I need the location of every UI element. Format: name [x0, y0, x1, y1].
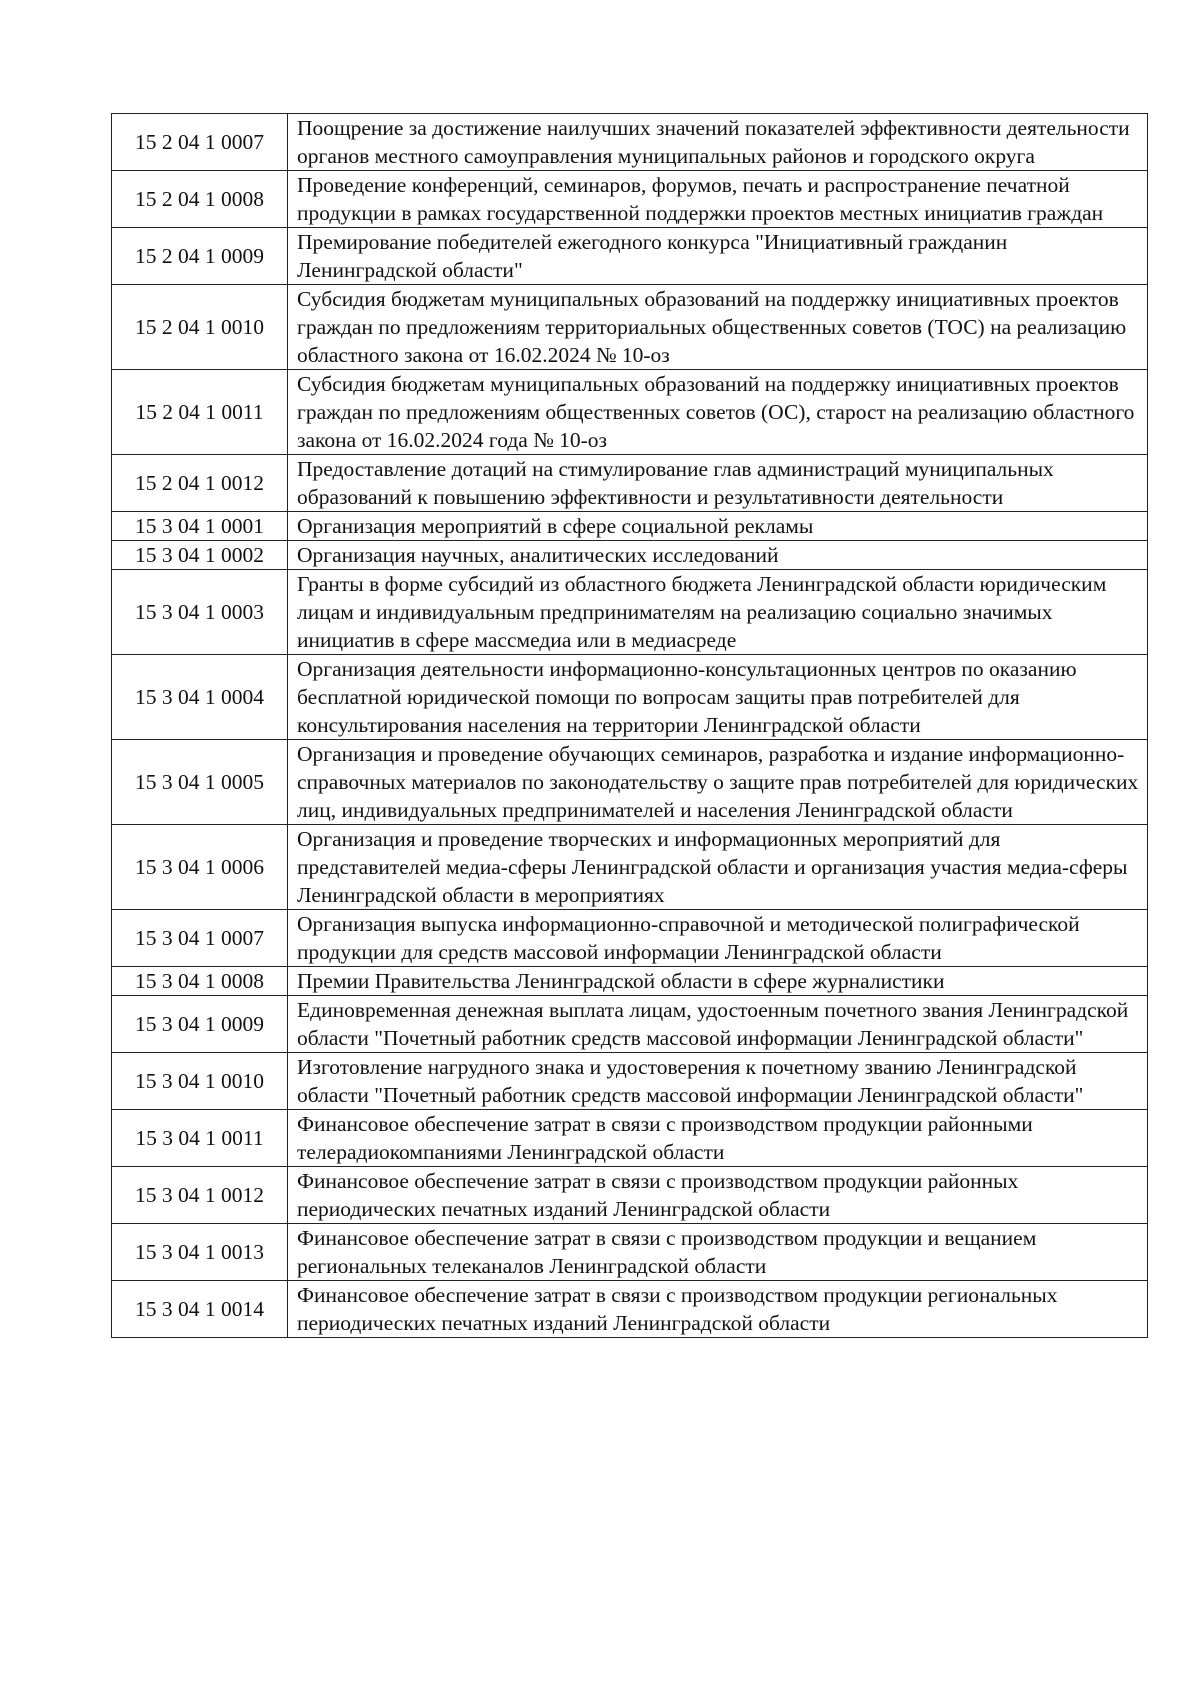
description-cell: Единовременная денежная выплата лицам, удостоенным почетного звания Ленинградской области "Почетный работник средств массовой информации Ленинградской области": [288, 996, 1148, 1053]
code-cell: 15 3 04 1 0007: [112, 910, 288, 967]
code-cell: 15 3 04 1 0003: [112, 570, 288, 655]
code-cell: 15 2 04 1 0008: [112, 171, 288, 228]
table-row: [112, 655, 1148, 740]
table-row: [112, 171, 1148, 228]
description-cell: Организация научных, аналитических исследований: [288, 541, 1148, 570]
table-row: [112, 512, 1148, 541]
code-cell: 15 3 04 1 0009: [112, 996, 288, 1053]
code-cell: 15 3 04 1 0001: [112, 512, 288, 541]
table-row: [112, 228, 1148, 285]
description-cell: Гранты в форме субсидий из областного бюджета Ленинградской области юридическим лицам и индивидуальным предпринимателям на реализацию социально значимых инициатив в сфере массмедиа или в медиасреде: [288, 570, 1148, 655]
table-row: [112, 1110, 1148, 1167]
code-cell: 15 3 04 1 0005: [112, 740, 288, 825]
description-cell: Финансовое обеспечение затрат в связи с производством продукции районными телерадиокомпаниями Ленинградской области: [288, 1110, 1148, 1167]
table-row: [112, 570, 1148, 655]
code-cell: 15 3 04 1 0008: [112, 967, 288, 996]
description-cell: Предоставление дотаций на стимулирование глав администраций муниципальных образований к повышению эффективности и результативности деятельности: [288, 455, 1148, 512]
code-cell: 15 3 04 1 0006: [112, 825, 288, 910]
description-cell: Премирование победителей ежегодного конкурса "Инициативный гражданин Ленинградской области": [288, 228, 1148, 285]
budget-codes-table: [111, 113, 1148, 1338]
table-row: [112, 996, 1148, 1053]
table-row: [112, 1224, 1148, 1281]
code-cell: 15 2 04 1 0012: [112, 455, 288, 512]
table-row: [112, 455, 1148, 512]
table-row: [112, 1281, 1148, 1338]
description-cell: Организация и проведение обучающих семинаров, разработка и издание информационно-справочных материалов по законодательству о защите прав потребителей для юридических лиц, индивидуальных предпринимателей и населения Ленинградской области: [288, 740, 1148, 825]
description-cell: Финансовое обеспечение затрат в связи с производством продукции и вещанием региональных телеканалов Ленинградской области: [288, 1224, 1148, 1281]
code-cell: 15 3 04 1 0010: [112, 1053, 288, 1110]
description-cell: Организация деятельности информационно-консультационных центров по оказанию бесплатной юридической помощи по вопросам защиты прав потребителей для консультирования населения на территории Ленинградской области: [288, 655, 1148, 740]
description-cell: Финансовое обеспечение затрат в связи с производством продукции региональных периодических печатных изданий Ленинградской области: [288, 1281, 1148, 1338]
description-cell: Поощрение за достижение наилучших значений показателей эффективности деятельности органов местного самоуправления муниципальных районов и городского округа: [288, 114, 1148, 171]
code-cell: 15 2 04 1 0007: [112, 114, 288, 171]
description-cell: Изготовление нагрудного знака и удостоверения к почетному званию Ленинградской области "Почетный работник средств массовой информации Ленинградской области": [288, 1053, 1148, 1110]
description-cell: Субсидия бюджетам муниципальных образований на поддержку инициативных проектов граждан по предложениям общественных советов (ОС), старост на реализацию областного закона от 16.02.2024 года № 10-оз: [288, 370, 1148, 455]
code-cell: 15 3 04 1 0002: [112, 541, 288, 570]
table-row: [112, 1053, 1148, 1110]
table-row: [112, 967, 1148, 996]
table-row: [112, 114, 1148, 171]
table-row: [112, 541, 1148, 570]
code-cell: 15 3 04 1 0011: [112, 1110, 288, 1167]
table-row: [112, 370, 1148, 455]
table-row: [112, 910, 1148, 967]
description-cell: Организация мероприятий в сфере социальной рекламы: [288, 512, 1148, 541]
description-cell: Проведение конференций, семинаров, форумов, печать и распространение печатной продукции в рамках государственной поддержки проектов местных инициатив граждан: [288, 171, 1148, 228]
code-cell: 15 3 04 1 0004: [112, 655, 288, 740]
description-cell: Организация и проведение творческих и информационных мероприятий для представителей медиа-сферы Ленинградской области и организация участия медиа-сферы Ленинградской области в мероприятиях: [288, 825, 1148, 910]
code-cell: 15 2 04 1 0011: [112, 370, 288, 455]
code-cell: 15 3 04 1 0012: [112, 1167, 288, 1224]
table-body: [112, 114, 1148, 1338]
code-cell: 15 2 04 1 0010: [112, 285, 288, 370]
code-cell: 15 3 04 1 0013: [112, 1224, 288, 1281]
description-cell: Финансовое обеспечение затрат в связи с производством продукции районных периодических печатных изданий Ленинградской области: [288, 1167, 1148, 1224]
description-cell: Премии Правительства Ленинградской области в сфере журналистики: [288, 967, 1148, 996]
table-row: [112, 285, 1148, 370]
table-row: [112, 1167, 1148, 1224]
table-row: [112, 825, 1148, 910]
description-cell: Организация выпуска информационно-справочной и методической полиграфической продукции для средств массовой информации Ленинградской области: [288, 910, 1148, 967]
code-cell: 15 2 04 1 0009: [112, 228, 288, 285]
table-row: [112, 740, 1148, 825]
code-cell: 15 3 04 1 0014: [112, 1281, 288, 1338]
description-cell: Субсидия бюджетам муниципальных образований на поддержку инициативных проектов граждан по предложениям территориальных общественных советов (ТОС) на реализацию областного закона от 16.02.2024 № 10-оз: [288, 285, 1148, 370]
